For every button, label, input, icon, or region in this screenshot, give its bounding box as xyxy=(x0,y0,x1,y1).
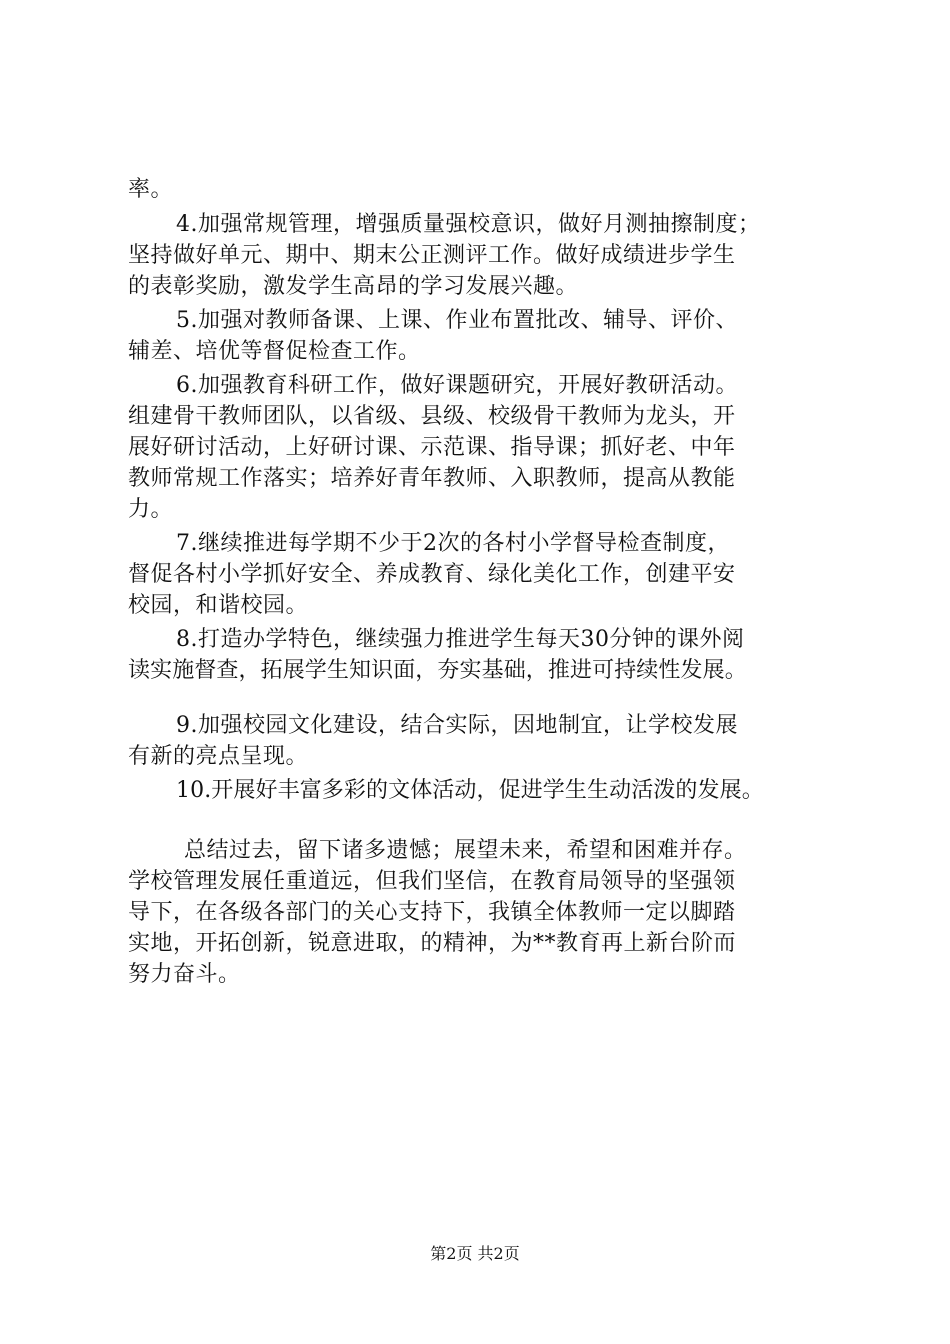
text-line: 辅差、培优等督促检查工作。 xyxy=(128,339,421,364)
text-line: 10.开展好丰富多彩的文体活动，促进学生生动活泼的发展。 xyxy=(176,778,764,803)
text-line: 实地，开拓创新，锐意进取，的精神，为**教育再上新台阶而 xyxy=(128,931,737,956)
text-line: 率。 xyxy=(128,177,174,202)
text-line: 总结过去，留下诸多遗憾；展望未来，希望和困难并存。 xyxy=(184,838,747,863)
text-line: 导下，在各级各部门的关心支持下，我镇全体教师一定以脚踏 xyxy=(128,900,736,925)
text-line: 校园，和谐校园。 xyxy=(128,593,309,618)
text-line: 组建骨干教师团队，以省级、县级、校级骨干教师为龙头，开 xyxy=(128,404,736,429)
text-line: 4.加强常规管理，增强质量强校意识，做好月测抽擦制度； xyxy=(176,212,761,237)
text-line: 学校管理发展任重道远，但我们坚信，在教育局领导的坚强领 xyxy=(128,869,736,894)
text-line: 力。 xyxy=(128,497,174,522)
text-line: 7.继续推进每学期不少于2次的各村小学督导检查制度， xyxy=(176,531,730,556)
text-line: 督促各村小学抓好安全、养成教育、绿化美化工作，创建平安 xyxy=(128,562,736,587)
text-line: 有新的亮点呈现。 xyxy=(128,744,309,769)
text-line: 9.加强校园文化建设，结合实际，因地制宜，让学校发展 xyxy=(176,713,738,738)
text-line: 努力奋斗。 xyxy=(128,962,241,987)
text-line: 的表彰奖励，激发学生高昂的学习发展兴趣。 xyxy=(128,274,579,299)
text-line: 6.加强教育科研工作，做好课题研究，开展好教研活动。 xyxy=(176,373,738,398)
text-line: 5.加强对教师备课、上课、作业布置批改、辅导、评价、 xyxy=(176,308,738,333)
page-footer: 第2页 共2页 xyxy=(430,1244,520,1263)
text-line: 教师常规工作落实；培养好青年教师、入职教师，提高从教能 xyxy=(128,466,736,491)
text-line: 8.打造办学特色，继续强力推进学生每天30分钟的课外阅 xyxy=(176,627,745,652)
text-line: 坚持做好单元、期中、期末公正测评工作。做好成绩进步学生 xyxy=(128,243,736,268)
text-line: 读实施督查，拓展学生知识面，夯实基础，推进可持续性发展。 xyxy=(128,658,747,683)
text-line: 展好研讨活动，上好研讨课、示范课、指导课；抓好老、中年 xyxy=(128,435,736,460)
